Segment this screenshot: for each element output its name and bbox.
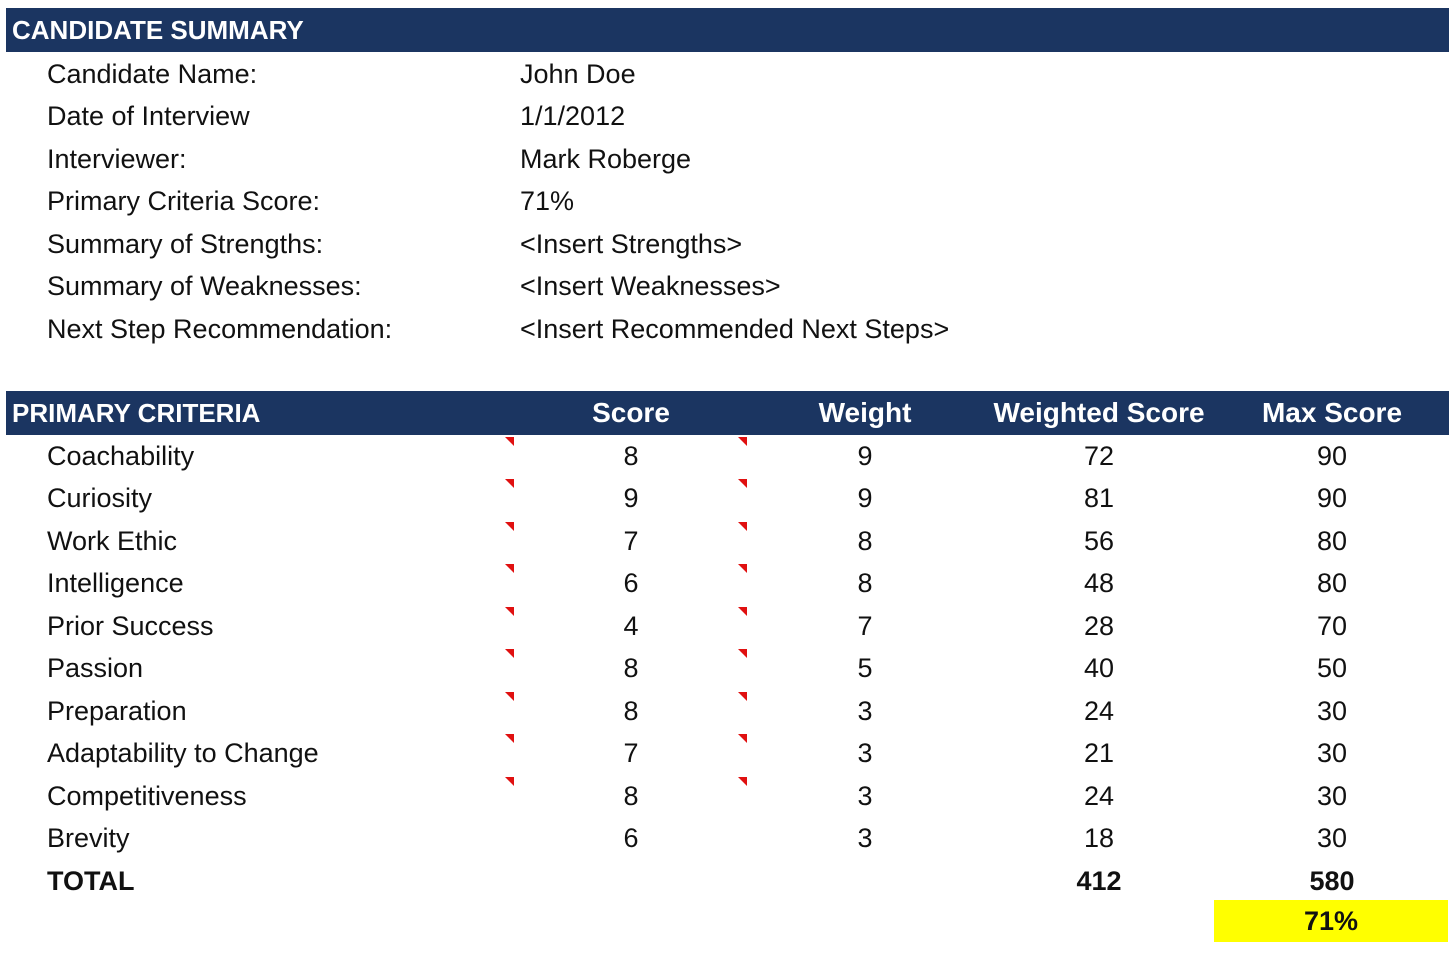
total-percent: 71% [1303, 906, 1359, 936]
criterion-name: Competitiveness [47, 781, 247, 811]
weighted-score-cell: 72 [1083, 441, 1115, 471]
total-label: TOTAL [47, 866, 135, 896]
summary-row-interviewer [0, 138, 1456, 180]
max-score-cell: 90 [1316, 483, 1348, 513]
table-row [0, 732, 1456, 774]
summary-label: Summary of Weaknesses: [47, 271, 362, 301]
summary-label: Candidate Name: [47, 59, 258, 89]
summary-label: Primary Criteria Score: [47, 186, 321, 216]
score-cell[interactable]: 6 [623, 568, 639, 598]
criterion-name: Coachability [47, 441, 195, 471]
weighted-score-cell: 28 [1083, 611, 1115, 641]
comment-indicator-icon[interactable] [738, 692, 747, 701]
table-row [0, 520, 1456, 562]
max-score-cell: 30 [1316, 696, 1348, 726]
weighted-score-cell: 81 [1083, 483, 1115, 513]
comment-indicator-icon[interactable] [738, 649, 747, 658]
summary-row-candidate-name [0, 53, 1456, 95]
total-weighted-score: 412 [1076, 866, 1122, 896]
weight-cell[interactable]: 3 [857, 781, 873, 811]
primary-criteria-header [6, 391, 1449, 435]
weighted-score-cell: 18 [1083, 823, 1115, 853]
summary-value: 71% [520, 186, 575, 216]
criterion-name: Prior Success [47, 611, 214, 641]
summary-row-date-of-interview [0, 95, 1456, 137]
summary-value: 1/1/2012 [520, 101, 626, 131]
comment-indicator-icon[interactable] [505, 607, 514, 616]
score-cell[interactable]: 4 [623, 611, 639, 641]
weighted-score-cell: 56 [1083, 526, 1115, 556]
weight-cell[interactable]: 7 [857, 611, 873, 641]
comment-indicator-icon[interactable] [505, 777, 514, 786]
summary-value: Mark Roberge [520, 144, 692, 174]
summary-label: Date of Interview [47, 101, 250, 131]
score-cell[interactable]: 8 [623, 653, 639, 683]
weighted-score-cell: 48 [1083, 568, 1115, 598]
summary-row-next-step [0, 308, 1456, 350]
comment-indicator-icon[interactable] [738, 734, 747, 743]
summary-value: <Insert Recommended Next Steps> [520, 314, 950, 344]
comment-indicator-icon[interactable] [505, 692, 514, 701]
score-cell[interactable]: 9 [623, 483, 639, 513]
total-row [0, 860, 1456, 902]
score-cell[interactable]: 7 [623, 526, 639, 556]
score-cell[interactable]: 6 [623, 823, 639, 853]
weighted-score-cell: 21 [1083, 738, 1115, 768]
comment-indicator-icon[interactable] [505, 734, 514, 743]
weight-cell[interactable]: 8 [857, 526, 873, 556]
comment-indicator-icon[interactable] [738, 437, 747, 446]
column-header-max-score: Max Score [1261, 397, 1403, 428]
weight-cell[interactable]: 3 [857, 738, 873, 768]
criterion-name: Curiosity [47, 483, 153, 513]
comment-indicator-icon[interactable] [505, 479, 514, 488]
candidate-summary-title: CANDIDATE SUMMARY [12, 15, 304, 45]
max-score-cell: 80 [1316, 526, 1348, 556]
comment-indicator-icon[interactable] [738, 479, 747, 488]
summary-value: <Insert Weaknesses> [520, 271, 781, 301]
summary-row-weaknesses [0, 265, 1456, 307]
criterion-name: Preparation [47, 696, 187, 726]
criterion-name: Intelligence [47, 568, 184, 598]
max-score-cell: 50 [1316, 653, 1348, 683]
total-percent-highlight [1214, 900, 1448, 942]
total-max-score: 580 [1309, 866, 1355, 896]
comment-indicator-icon[interactable] [505, 564, 514, 573]
summary-row-strengths [0, 223, 1456, 265]
primary-criteria-title: PRIMARY CRITERIA [12, 398, 261, 428]
table-row [0, 817, 1456, 859]
score-cell[interactable]: 7 [623, 738, 639, 768]
table-row [0, 477, 1456, 519]
column-header-score: Score [592, 397, 670, 428]
criterion-name: Adaptability to Change [47, 738, 319, 768]
comment-indicator-icon[interactable] [738, 564, 747, 573]
weighted-score-cell: 40 [1083, 653, 1115, 683]
max-score-cell: 70 [1316, 611, 1348, 641]
table-row [0, 562, 1456, 604]
table-row [0, 605, 1456, 647]
criterion-name: Work Ethic [47, 526, 178, 556]
summary-label: Next Step Recommendation: [47, 314, 393, 344]
summary-value: John Doe [520, 59, 636, 89]
weight-cell[interactable]: 5 [857, 653, 873, 683]
table-row [0, 647, 1456, 689]
criterion-name: Brevity [47, 823, 130, 853]
score-cell[interactable]: 8 [623, 441, 639, 471]
summary-value: <Insert Strengths> [520, 229, 743, 259]
weight-cell[interactable]: 3 [857, 696, 873, 726]
max-score-cell: 30 [1316, 823, 1348, 853]
comment-indicator-icon[interactable] [505, 437, 514, 446]
max-score-cell: 30 [1316, 781, 1348, 811]
max-score-cell: 80 [1316, 568, 1348, 598]
table-row [0, 690, 1456, 732]
weighted-score-cell: 24 [1083, 696, 1115, 726]
comment-indicator-icon[interactable] [505, 522, 514, 531]
column-header-weight: Weight [818, 397, 912, 428]
summary-label: Interviewer: [47, 144, 187, 174]
weight-cell[interactable]: 8 [857, 568, 873, 598]
comment-indicator-icon[interactable] [738, 522, 747, 531]
summary-row-primary-criteria-score [0, 180, 1456, 222]
weight-cell[interactable]: 3 [857, 823, 873, 853]
candidate-summary-header [6, 8, 1449, 52]
table-row [0, 435, 1456, 477]
comment-indicator-icon[interactable] [738, 777, 747, 786]
max-score-cell: 90 [1316, 441, 1348, 471]
summary-label: Summary of Strengths: [47, 229, 324, 259]
score-cell[interactable]: 8 [623, 696, 639, 726]
comment-indicator-icon[interactable] [505, 649, 514, 658]
weighted-score-cell: 24 [1083, 781, 1115, 811]
column-header-weighted-score: Weighted Score [993, 397, 1205, 428]
score-cell[interactable]: 8 [623, 781, 639, 811]
weight-cell[interactable]: 9 [857, 441, 873, 471]
max-score-cell: 30 [1316, 738, 1348, 768]
weight-cell[interactable]: 9 [857, 483, 873, 513]
comment-indicator-icon[interactable] [738, 607, 747, 616]
criterion-name: Passion [47, 653, 144, 683]
table-row [0, 775, 1456, 817]
